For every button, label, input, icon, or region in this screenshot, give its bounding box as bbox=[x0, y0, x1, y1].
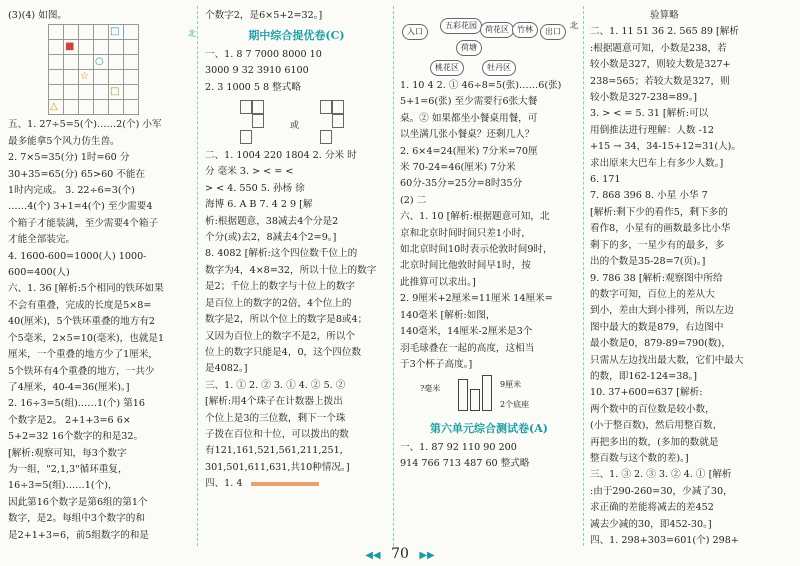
text-line: 3000 9 32 3910 6100 bbox=[205, 65, 309, 77]
col4-intro: 验算略 bbox=[650, 10, 679, 21]
last-line-text: 四、1. 4 bbox=[205, 478, 243, 490]
text-line: 7. 868 396 8. 小星 小华 7 bbox=[590, 190, 708, 202]
answer-underline bbox=[251, 482, 319, 486]
text-line: 最多能拿5个风力仿生兽。 bbox=[8, 135, 120, 147]
text-line: 140毫米 [解析:如图， bbox=[400, 309, 496, 321]
text-line: 5+2=32 16个数字的和是32。 bbox=[8, 431, 144, 443]
text-line: 238=565；若较大数是327，则 bbox=[590, 75, 730, 87]
north-label: 北 bbox=[570, 21, 578, 30]
text-line: 不会有重叠，完成的长度是5×8= bbox=[8, 299, 152, 311]
text-line: 3. > < = 5. 31 [解析:可以 bbox=[590, 108, 709, 120]
text-line: :由于290-260=30，少减了30， bbox=[590, 485, 733, 497]
text-line: 最小数是0，879-89=790(数)， bbox=[590, 338, 731, 350]
next-arrow-icon: ▶▶ bbox=[419, 550, 435, 561]
text-line: 整百数与这个数的差)。] bbox=[590, 452, 689, 464]
text-line: 2. 3 1000 5 8 整式略 bbox=[205, 81, 301, 93]
text-line: 10. 37+600=637 [解析: bbox=[590, 387, 703, 399]
text-line: 厘米，一个重叠的地方少了1厘米， bbox=[8, 349, 159, 361]
text-line: 京和北京时间时间只差1小时， bbox=[400, 227, 531, 239]
text-line: 的数字可知，百位上的差从大 bbox=[590, 288, 715, 300]
text-line: 图中最大的数是879，右边图中 bbox=[590, 321, 724, 333]
text-line: 米 70-24=46(厘米) 7分米 bbox=[400, 162, 516, 174]
text-line: 140毫米，14厘米-2厘米是3个 bbox=[400, 326, 533, 338]
cup-bar bbox=[470, 389, 480, 411]
text-line: (2) 二 bbox=[400, 194, 427, 206]
column-divider bbox=[197, 6, 198, 546]
text-line: 位上的数字只能是4，0，这个四位数 bbox=[205, 346, 362, 358]
column-divider bbox=[583, 6, 584, 546]
text-line: 个数字是2。 2+1+3=6 6× bbox=[8, 414, 131, 426]
text-line: 分 毫米 3. > < = < bbox=[205, 166, 294, 178]
text-line: 60分-35分=25分=8时35分 bbox=[400, 178, 523, 190]
text-line: 数字为4，4×8=32，所以十位上的数字 bbox=[205, 264, 377, 276]
text-line: 剩下的多，一星少有的最多，多 bbox=[590, 239, 725, 251]
text-line: 二、1. 1004 220 1804 2. 分米 时 bbox=[205, 150, 357, 162]
digit-box bbox=[252, 100, 264, 114]
text-line: 5+1=6(张) 至少需要行6张大餐 bbox=[400, 96, 538, 108]
square-icon: □ bbox=[110, 26, 120, 38]
node-pond: 荷塘 bbox=[456, 40, 482, 56]
text-line: 用倒推法进行理解：人数 -12 bbox=[590, 124, 715, 136]
prev-arrow-icon: ◀◀ bbox=[365, 550, 381, 561]
text-line: 一、1. 8 7 7000 8000 10 bbox=[205, 48, 322, 60]
text-line: 到小，差由大到小排列，所以左边 bbox=[590, 305, 734, 317]
text-line: 四、1. 298+303=601(个) 298+ bbox=[590, 535, 739, 546]
section-title: 期中综合提优卷(C) bbox=[248, 29, 345, 43]
answer-column-4 bbox=[590, 8, 795, 549]
stacked-cups-figure bbox=[420, 373, 578, 417]
answer-column-2 bbox=[205, 8, 388, 493]
vertical-calculation-figure bbox=[230, 98, 388, 146]
text-line: 8. 4082 [解析:这个四位数千位上的 bbox=[205, 248, 358, 260]
or-label: 或 bbox=[290, 121, 300, 132]
col1-lines bbox=[8, 117, 191, 544]
text-line: 是2+1+3=6，前5组数字的和是 bbox=[8, 529, 149, 541]
text-line: 是2；千位上的数字与十位上的数字 bbox=[205, 281, 356, 293]
text-line: 此推算可以求出。] bbox=[400, 276, 476, 288]
text-line: 有121,161,521,561,211,251, bbox=[205, 445, 343, 457]
text-line: 出的个数是35-28=7(页)。] bbox=[590, 256, 706, 268]
text-line: 六、1. 10 [解析:根据题意可知，北 bbox=[400, 211, 550, 223]
text-line: 的数，即162-124=38。] bbox=[590, 370, 698, 382]
node-exit: 出口 bbox=[540, 24, 566, 40]
text-line: 2. 7×5=35(分) 1时=60 分 bbox=[8, 152, 130, 164]
node-garden: 五彩花园 bbox=[440, 18, 482, 34]
text-line: 2. 9厘米+2厘米=11厘米 14厘米= bbox=[400, 293, 553, 305]
text-line: 子拨在百位和十位，可以拨出的数 bbox=[205, 428, 349, 440]
digit-box bbox=[240, 100, 252, 114]
text-line: 较小数是327-238=89。] bbox=[590, 92, 698, 104]
label-9cm: 9厘米 bbox=[500, 380, 522, 390]
text-line: 600=400(人) bbox=[8, 267, 70, 279]
text-line: 16÷3=5(组)……1(个)， bbox=[8, 480, 118, 492]
filled-square-icon: ■ bbox=[65, 41, 75, 53]
text-line: 9. 786 38 [解析:观察图中所给 bbox=[590, 272, 723, 284]
text-line: 桌。② 如果都坐小餐桌用餐，可 bbox=[400, 112, 538, 124]
text-line: 海博 6. A B 7. 4 2 9 [解 bbox=[205, 199, 313, 211]
column-divider bbox=[393, 6, 394, 546]
text-line: 三、1. ① 2. ② 3. ① 4. ② 5. ② bbox=[205, 379, 346, 391]
cup-bar bbox=[482, 375, 492, 411]
text-line: 二、1. 11 51 36 2. 565 89 [解析 bbox=[590, 26, 739, 38]
text-line: 又因为百位上的数字不是2，所以个 bbox=[205, 330, 356, 342]
text-line: 只需从左边找出最大数，它们中最大 bbox=[590, 354, 744, 366]
park-route-diagram bbox=[400, 8, 578, 78]
text-line bbox=[205, 476, 388, 492]
text-line: 五、1. 27÷5=5(个)……2(个) 小军 bbox=[8, 119, 162, 131]
text-line: 数字，是2。每组中3个数字的和 bbox=[8, 513, 145, 525]
text-line: 因此第16个数字是第6组的第1个 bbox=[8, 496, 148, 508]
star-icon: ☆ bbox=[80, 71, 89, 83]
text-line: 个分(或)去2，8减去4个2=9。] bbox=[205, 232, 337, 244]
text-line: [解析:剩下少的看作5，剩下多的 bbox=[590, 206, 728, 218]
digit-box bbox=[332, 114, 344, 128]
text-line: 是4082。] bbox=[205, 363, 248, 375]
square-icon: □ bbox=[110, 86, 120, 98]
text-line: :根据题意可知，小数是238，若 bbox=[590, 42, 727, 54]
node-lotus: 荷花区 bbox=[480, 22, 514, 38]
text-line: 30+35=65(分) 65>60 不能在 bbox=[8, 168, 146, 180]
text-line: 个箱子才能装满，至少需要4个箱子 bbox=[8, 217, 159, 229]
answer-column-1 bbox=[8, 8, 196, 544]
text-line: 再把多出的数，(多加的数就是 bbox=[590, 436, 719, 448]
col2-intro: 个数字2，是6×5+2=32。] bbox=[205, 10, 323, 21]
digit-box bbox=[240, 130, 252, 144]
circle-icon: ○ bbox=[95, 56, 104, 68]
text-line: 4. 1600-600=1000(人) 1000- bbox=[8, 250, 147, 262]
text-line: 才能全部装完。 bbox=[8, 234, 76, 246]
text-line: 914 766 713 487 60 整式略 bbox=[400, 458, 530, 470]
digit-box bbox=[332, 100, 344, 114]
text-line: 羽毛球叠在一起的高度，这相当 bbox=[400, 342, 535, 354]
section-title: 第六单元综合测试卷(A) bbox=[430, 422, 548, 436]
cup-bar bbox=[458, 379, 468, 411]
col1-header: (3)(4) 如图。 bbox=[8, 10, 68, 21]
text-line: 是百位上的数字的2倍，4个位上的 bbox=[205, 297, 352, 309]
text-line: 2. 16÷3=5(组)……1(个) 第16 bbox=[8, 398, 145, 410]
text-line: 2. 6×4=24(厘米) 7分米=70厘 bbox=[400, 145, 538, 157]
text-line: 数字是2，所以个位上的数字是8或4； bbox=[205, 314, 368, 326]
digit-box bbox=[252, 114, 264, 128]
text-line: ……4(个) 3+1=4(个) 至少需要4 bbox=[8, 201, 153, 213]
page-number: 70 bbox=[391, 546, 409, 562]
text-line: 于3个杯子高度。] bbox=[400, 358, 473, 370]
node-entrance: 入口 bbox=[402, 24, 428, 40]
text-line: 两个数中的百位数是较小数， bbox=[590, 403, 715, 415]
text-line: (小于整百数)，然后用整百数， bbox=[590, 420, 723, 432]
text-line: > < 4. 550 5. 孙杨 徐 bbox=[205, 182, 305, 194]
label-question: ?毫米 bbox=[420, 384, 441, 394]
digit-box bbox=[320, 130, 332, 144]
text-line: [解析:用4个珠子在计数器上拨出 bbox=[205, 396, 343, 408]
north-arrow-label: 北 bbox=[188, 29, 196, 39]
text-line: 如北京时间10时表示伦敦时间9时， bbox=[400, 244, 553, 256]
page-footer bbox=[0, 546, 800, 562]
text-line: 求正确的差能将减去的差452 bbox=[590, 502, 714, 514]
text-line: 40(厘米)，5个铁环重叠的地方有2 bbox=[8, 316, 156, 328]
text-line: 较小数是327，则较大数是327+ bbox=[590, 59, 731, 71]
text-line: 三、1. ③ 2. ③ 3. ② 4. ① [解析 bbox=[590, 469, 732, 481]
text-line: 析:根据题意，38减去4个分是2 bbox=[205, 215, 339, 227]
text-line: 减去少减的30，即452-30。] bbox=[590, 518, 712, 530]
text-line: 5个铁环有4个重叠的地方，一共少 bbox=[8, 365, 155, 377]
text-line: 6. 171 bbox=[590, 174, 621, 186]
text-line: 个位上是3的三位数，剩下一个珠 bbox=[205, 412, 346, 424]
text-line: 1时内完成。 3. 22÷6=3(个) bbox=[8, 185, 135, 197]
triangle-icon: △ bbox=[50, 101, 58, 113]
answer-column-3 bbox=[400, 8, 578, 473]
node-peach: 桃花区 bbox=[430, 60, 464, 76]
node-bamboo: 竹林 bbox=[512, 22, 538, 38]
text-line: 以坐满几张小餐桌？还剩几人？ bbox=[400, 129, 535, 141]
text-line: [解析:观察可知，每3个数字 bbox=[8, 447, 127, 459]
text-line: 1. 10 4 2. ① 46÷8=5(张)……6(张) bbox=[400, 80, 562, 91]
text-line: 个5毫米，2×5=10(毫米)，也就是1 bbox=[8, 332, 165, 344]
route-grid-figure bbox=[48, 24, 196, 115]
text-line: 一、1. 87 92 110 90 200 bbox=[400, 441, 517, 453]
node-peony: 牡丹区 bbox=[482, 60, 516, 76]
text-line: 求出原来大巴车上有多少人数。] bbox=[590, 157, 724, 169]
text-line: 六、1. 36 [解析:5个相同的铁环如果 bbox=[8, 283, 164, 295]
label-base: 2个底座 bbox=[500, 400, 530, 410]
text-line: 为一组，"2,1,3"循环重复， bbox=[8, 463, 128, 475]
text-line: +15 → 34，34-15+12=31(人)。 bbox=[590, 141, 742, 153]
text-line: 301,501,611,631,共10种情况。] bbox=[205, 461, 350, 473]
text-line: 了4厘米，40-4=36(厘米)。] bbox=[8, 381, 130, 393]
digit-box bbox=[320, 100, 332, 114]
text-line: 看作8，小星有的画数最多比小华 bbox=[590, 223, 731, 235]
text-line: 北京时间比他敦时间早1时，按 bbox=[400, 260, 531, 272]
